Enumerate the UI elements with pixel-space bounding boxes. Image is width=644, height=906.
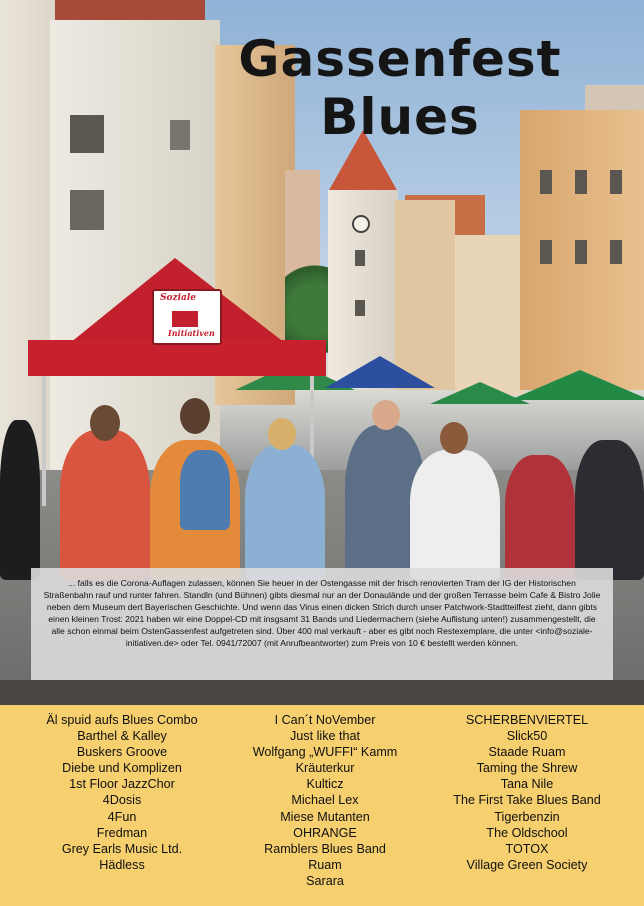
intro-text-box [31, 568, 613, 680]
intro-text: ... falls es die Corona-Auflagen zulassen, können Sie heuer in der Ostengasse mit der frisch renovierten Tram der IG der Historischen Straßenbahn rauf und runter fahren. Standln (und Bühnen) gibts diesmal nur an der Donaulände und der großen Terrasse beim Cafe & Bistro Jolie neben dem Museum dert Bayerischen Geschichte. Und wenn das Virus einen dicken Strich durch unser Patchwork-Stadtteilfest zieht, dann gibts einen kleinen Trost: 2021 haben wir eine Doppel-CD mit insgsamt 31 Bands und Liedermachern (siehe Auflistung unten!) zusammengestellt, die alle schon einmal beim OstenGassenfest aufgetreten sind. Über 400 mal verkauft - aber es gibt noch Restexemplare, die unter <info@soziale-initiativen.de> oder Tel. 0941/72007 (mit Anrufbeantworter) zum Preis von 10 € bestellt werden können. [43, 578, 601, 648]
band-name: Slick50 [506, 729, 548, 744]
tent-pole [42, 376, 46, 506]
band-name: Wolfgang „WUFFI“ Kamm [252, 745, 398, 760]
band-name: OHRANGE [293, 825, 357, 840]
page-title: Gassenfest [238, 30, 562, 88]
band-name: 1st Floor JazzChor [69, 777, 175, 792]
band-name: Grey Earls Music Ltd. [61, 841, 183, 856]
band-name: I Can´t NoVember [274, 713, 376, 727]
clock-icon [352, 215, 370, 233]
photo-bottom-edge [0, 680, 644, 705]
tent-skirt [28, 340, 326, 376]
market-umbrella [325, 356, 435, 388]
person [575, 440, 644, 580]
band-column-2 [225, 712, 425, 889]
person [60, 430, 150, 580]
building [520, 110, 644, 390]
band-name: Kulticz [306, 777, 344, 792]
person-head [372, 400, 400, 430]
band-name: Kräuterkur [295, 761, 355, 776]
band-name: Ruam [308, 857, 342, 872]
band-name: Taming the Shrew [476, 761, 578, 776]
person [0, 420, 40, 580]
backpack [180, 450, 230, 530]
band-name: Diebe und Komplizen [62, 761, 182, 776]
band-name: 4Fun [107, 809, 137, 824]
band-name: Michael Lex [291, 793, 359, 808]
soziale-initiativen-logo [152, 289, 222, 345]
band-list [0, 705, 644, 906]
band-name: Sarara [306, 873, 344, 888]
band-name: Village Green Society [466, 857, 588, 872]
band-name: Barthel & Kalley [77, 729, 167, 744]
person [245, 445, 325, 580]
page-subtitle: Blues [320, 88, 480, 146]
band-column-3 [427, 712, 627, 873]
band-name: Just like that [290, 729, 360, 744]
house-icon [172, 311, 198, 327]
band-name: Ramblers Blues Band [264, 841, 386, 856]
band-name: The First Take Blues Band [453, 793, 601, 808]
band-name: SCHERBENVIERTEL [465, 713, 589, 727]
person [505, 455, 575, 580]
band-name: Miese Mutanten [280, 809, 370, 824]
band-name: Staade Ruam [488, 745, 566, 760]
person-head [90, 405, 120, 441]
band-name: Tana Nile [500, 777, 554, 792]
market-umbrella [510, 370, 644, 400]
band-name: 4Dosis [102, 793, 142, 808]
band-name: Äl spuid aufs Blues Combo [46, 713, 198, 727]
band-name: Fredman [96, 825, 148, 840]
person-head [440, 422, 468, 454]
band-name: The Oldschool [486, 825, 568, 840]
band-name: TOTOX [505, 841, 549, 856]
person [410, 450, 500, 580]
person-head [180, 398, 210, 434]
band-column-1 [22, 712, 222, 873]
band-name: Tigerbenzin [494, 809, 560, 824]
logo-word: Soziale [160, 293, 197, 303]
person-head [268, 418, 296, 450]
band-name: Hädless [99, 857, 145, 872]
logo-word: Initiativen [168, 328, 215, 338]
band-name: Buskers Groove [76, 745, 168, 760]
